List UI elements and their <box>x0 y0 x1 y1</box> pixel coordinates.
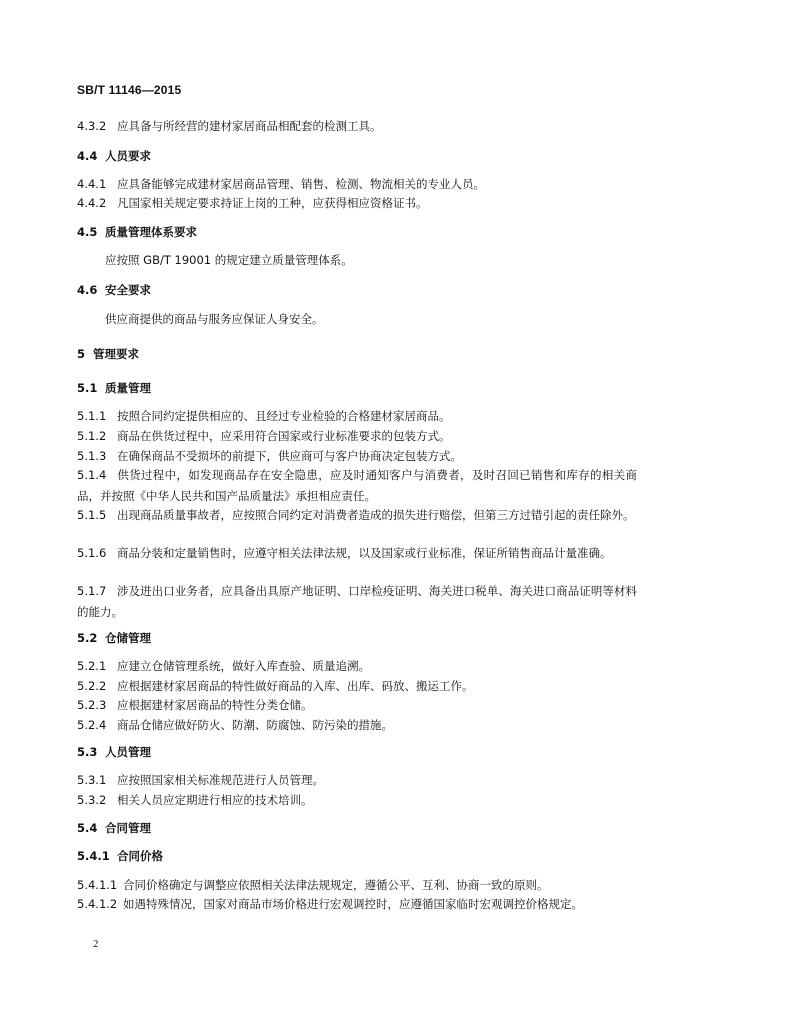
clause-5-4-1-2 <box>77 894 637 915</box>
clause-text: 应根据建材家居商品的特性分类仓储。 <box>117 698 313 712</box>
clause-number: 5.1 <box>77 381 98 395</box>
heading-text: 合同管理 <box>105 821 151 835</box>
clause-number: 5.1.2 <box>77 429 107 443</box>
heading-text: 质量管理体系要求 <box>105 225 197 239</box>
clause-4-4-1 <box>77 174 637 195</box>
clause-text: 应具备与所经营的建材家居商品相配套的检测工具。 <box>117 119 382 133</box>
heading-text: 管理要求 <box>93 347 139 361</box>
clause-5-3-1 <box>77 770 637 791</box>
clause-text: 相关人员应定期进行相应的技术培训。 <box>117 793 313 807</box>
clause-5-1-7 <box>77 581 637 623</box>
clause-text: 商品分装和定量销售时，应遵守相关法律法规，以及国家或行业标准，保证所销售商品计量准确。 <box>117 546 612 560</box>
clause-number: 5.3.2 <box>77 793 107 807</box>
clause-text: 供货过程中，如发现商品存在安全隐患，应及时通知客户与消费者，及时召回已销售和库存的相关商品，并按照《中华人民共和国产品质量法》承担相应责任。 <box>77 468 637 503</box>
clause-number: 5.4.1.2 <box>77 897 118 911</box>
clause-number: 5 <box>77 347 86 361</box>
clause-number: 4.3.2 <box>77 119 107 133</box>
clause-number: 4.4.2 <box>77 196 107 210</box>
clause-5-2-3 <box>77 695 637 716</box>
clause-number: 5.3.1 <box>77 773 107 787</box>
clause-text: 如遇特殊情况，国家对商品市场价格进行宏观调控时，应遵循国家临时宏观调控价格规定。 <box>123 897 583 911</box>
clause-number: 4.5 <box>77 225 98 239</box>
section-heading-5-2 <box>77 628 637 649</box>
section-heading-5-3 <box>77 742 637 763</box>
clause-number: 5.2.3 <box>77 698 107 712</box>
clause-number: 5.4 <box>77 821 98 835</box>
clause-5-1-4 <box>77 465 637 507</box>
clause-number: 5.1.4 <box>77 468 107 482</box>
clause-number: 5.4.1 <box>77 849 110 863</box>
heading-text: 人员要求 <box>105 149 151 163</box>
clause-5-1-6 <box>77 543 637 564</box>
section-heading-4-4 <box>77 146 637 167</box>
section-heading-5-1 <box>77 378 637 399</box>
clause-4-3-2 <box>77 116 637 137</box>
clause-text: 应建立仓储管理系统，做好入库查验、质量追溯。 <box>117 659 370 673</box>
heading-text: 安全要求 <box>105 283 151 297</box>
clause-number: 5.1.1 <box>77 409 107 423</box>
chapter-heading-5 <box>77 344 637 365</box>
clause-5-1-1 <box>77 406 637 427</box>
clause-4-4-2 <box>77 193 637 214</box>
clause-text: 凡国家相关规定要求持证上岗的工种，应获得相应资格证书。 <box>117 196 428 210</box>
clause-text: 在确保商品不受损坏的前提下，供应商可与客户协商决定包装方式。 <box>117 449 462 463</box>
clause-text: 出现商品质量事故者，应按照合同约定对消费者造成的损失进行赔偿，但第三方过错引起的责任除外。 <box>117 508 635 522</box>
section-heading-4-6 <box>77 280 637 301</box>
section-heading-5-4 <box>77 818 637 839</box>
heading-text: 仓储管理 <box>105 631 151 645</box>
clause-number: 4.4.1 <box>77 177 107 191</box>
clause-text: 合同价格确定与调整应依照相关法律法规规定，遵循公平、互利、协商一致的原则。 <box>123 878 549 892</box>
clause-5-4-1-1 <box>77 875 637 896</box>
heading-text: 合同价格 <box>117 849 163 863</box>
clause-5-2-4 <box>77 715 637 736</box>
clause-5-1-5 <box>77 505 637 526</box>
clause-number: 5.4.1.1 <box>77 878 118 892</box>
heading-text: 质量管理 <box>105 381 151 395</box>
clause-text: 应根据建材家居商品的特性做好商品的入库、出库、码放、搬运工作。 <box>117 679 474 693</box>
clause-number: 5.1.3 <box>77 449 107 463</box>
clause-5-1-3 <box>77 446 637 467</box>
section-heading-5-4-1 <box>77 846 637 867</box>
page-number: 2 <box>93 938 99 950</box>
paragraph-4-5: 应按照 GB/T 19001 的规定建立质量管理体系。 <box>105 253 353 267</box>
clause-number: 5.2.2 <box>77 679 107 693</box>
clause-number: 4.6 <box>77 283 98 297</box>
clause-5-1-2 <box>77 426 637 447</box>
clause-5-3-2 <box>77 790 637 811</box>
clause-number: 5.2 <box>77 631 98 645</box>
paragraph-4-6: 供应商提供的商品与服务应保证人身安全。 <box>105 312 324 326</box>
clause-number: 4.4 <box>77 149 98 163</box>
clause-text: 按照合同约定提供相应的、且经过专业检验的合格建材家居商品。 <box>117 409 451 423</box>
clause-text: 涉及进出口业务者，应具备出具原产地证明、口岸检疫证明、海关进口税单、海关进口商品证明等材料的能力。 <box>77 584 637 619</box>
clause-number: 5.2.4 <box>77 718 107 732</box>
clause-number: 5.1.7 <box>77 584 107 598</box>
clause-number: 5.1.5 <box>77 508 107 522</box>
clause-text: 商品仓储应做好防火、防潮、防腐蚀、防污染的措施。 <box>117 718 393 732</box>
clause-number: 5.1.6 <box>77 546 107 560</box>
clause-5-2-1 <box>77 656 637 677</box>
section-heading-4-5 <box>77 222 637 243</box>
clause-text: 应按照国家相关标准规范进行人员管理。 <box>117 773 324 787</box>
clause-5-2-2 <box>77 676 637 697</box>
clause-number: 5.2.1 <box>77 659 107 673</box>
clause-text: 商品在供货过程中，应采用符合国家或行业标准要求的包装方式。 <box>117 429 451 443</box>
heading-text: 人员管理 <box>105 745 151 759</box>
clause-text: 应具备能够完成建材家居商品管理、销售、检测、物流相关的专业人员。 <box>117 177 485 191</box>
document-code: SB/T 11146—2015 <box>77 83 182 97</box>
clause-number: 5.3 <box>77 745 98 759</box>
